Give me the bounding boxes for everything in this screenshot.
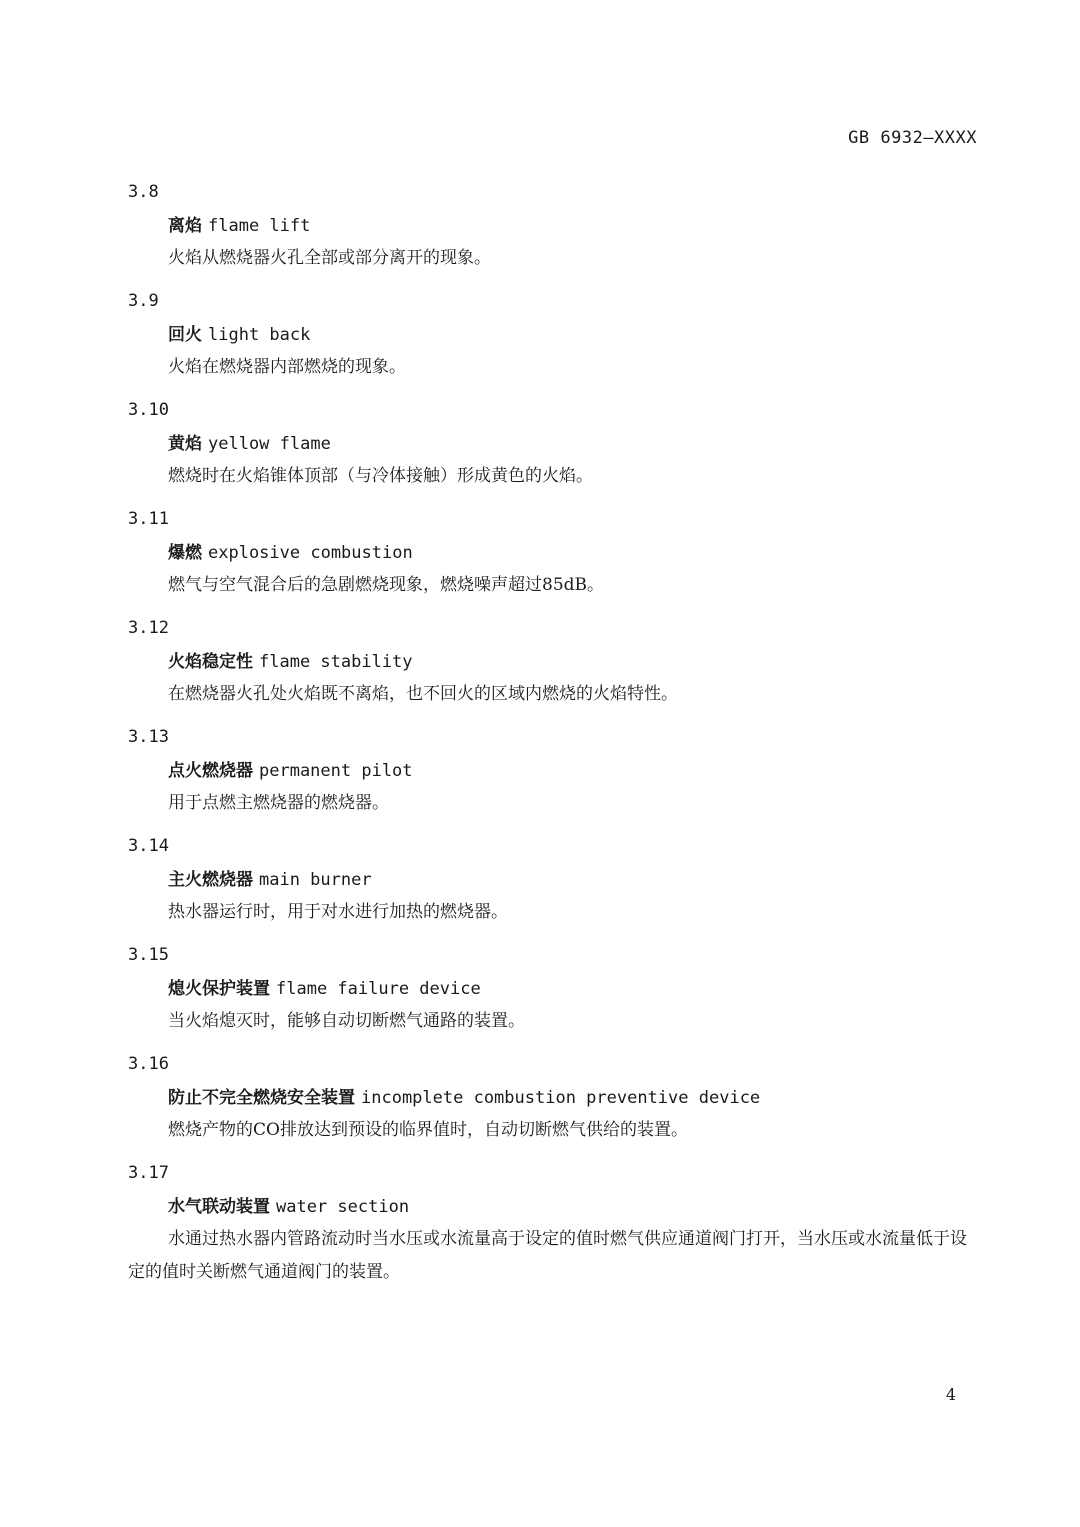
term-title: [168, 972, 980, 1005]
term-number: 3.17: [128, 1163, 169, 1183]
term-english-name: yellow flame: [208, 434, 331, 454]
term-chinese-name: 熄火保护装置: [168, 979, 270, 999]
term-definition: 燃烧时在火焰锥体顶部（与冷体接触）形成黄色的火焰。: [168, 466, 593, 486]
term-title: [168, 754, 980, 787]
term-definition: 燃烧产物的CO排放达到预设的临界值时，自动切断燃气供给的装置。: [168, 1120, 688, 1140]
term-entry: [128, 1048, 980, 1147]
term-english-name: flame failure device: [276, 979, 481, 999]
term-definition: 当火焰熄灭时，能够自动切断燃气通路的装置。: [168, 1011, 525, 1031]
page-number: 4: [945, 1385, 956, 1404]
term-title: [168, 427, 980, 460]
term-english-name: explosive combustion: [208, 543, 413, 563]
term-english-name: main burner: [259, 870, 372, 890]
term-chinese-name: 水气联动装置: [168, 1197, 270, 1217]
term-number: 3.11: [128, 509, 169, 529]
term-chinese-name: 离焰: [168, 216, 202, 236]
term-definition: 水通过热水器内管路流动时当水压或水流量高于设定的值时燃气供应通道阀门打开，当水压或水流量低于设定的值时关断燃气通道阀门的装置。: [128, 1229, 967, 1282]
term-definition: 火焰在燃烧器内部燃烧的现象。: [168, 357, 406, 377]
term-number: 3.9: [128, 291, 159, 311]
term-entry: [128, 830, 980, 929]
term-number: 3.8: [128, 182, 159, 202]
term-english-name: incomplete combustion preventive device: [361, 1088, 761, 1108]
term-title: [168, 1081, 980, 1114]
term-definition: 火焰从燃烧器火孔全部或部分离开的现象。: [168, 248, 491, 268]
term-number: 3.12: [128, 618, 169, 638]
term-number: 3.15: [128, 945, 169, 965]
term-number: 3.14: [128, 836, 169, 856]
term-chinese-name: 爆燃: [168, 543, 202, 563]
term-definition: 热水器运行时，用于对水进行加热的燃烧器。: [168, 902, 508, 922]
term-chinese-name: 主火燃烧器: [168, 870, 253, 890]
term-english-name: water section: [276, 1197, 410, 1217]
term-english-name: permanent pilot: [259, 761, 413, 781]
term-english-name: flame lift: [208, 216, 311, 236]
term-title: [168, 645, 980, 678]
term-number: 3.13: [128, 727, 169, 747]
term-chinese-name: 点火燃烧器: [168, 761, 253, 781]
term-chinese-name: 防止不完全燃烧安全装置: [168, 1088, 355, 1108]
term-definition: 用于点燃主燃烧器的燃烧器。: [168, 793, 389, 813]
term-chinese-name: 回火: [168, 325, 202, 345]
term-entry: [128, 612, 980, 711]
term-entry: [128, 1157, 980, 1289]
term-number: 3.16: [128, 1054, 169, 1074]
standard-code: GB 6932—XXXX: [848, 128, 977, 148]
term-title: [168, 863, 980, 896]
term-entry: [128, 721, 980, 820]
term-english-name: flame stability: [259, 652, 413, 672]
term-title: [168, 1190, 980, 1223]
term-title: [168, 318, 980, 351]
term-title: [168, 536, 980, 569]
term-chinese-name: 黄焰: [168, 434, 202, 454]
term-chinese-name: 火焰稳定性: [168, 652, 253, 672]
term-entry: [128, 503, 980, 602]
term-entry: [128, 176, 980, 275]
terms-list: [128, 176, 980, 1299]
term-english-name: light back: [208, 325, 311, 345]
term-definition: 在燃烧器火孔处火焰既不离焰，也不回火的区域内燃烧的火焰特性。: [168, 684, 678, 704]
term-title: [168, 209, 980, 242]
term-number: 3.10: [128, 400, 169, 420]
term-entry: [128, 285, 980, 384]
term-entry: [128, 939, 980, 1038]
term-definition: 燃气与空气混合后的急剧燃烧现象，燃烧噪声超过85dB。: [168, 575, 605, 595]
term-entry: [128, 394, 980, 493]
